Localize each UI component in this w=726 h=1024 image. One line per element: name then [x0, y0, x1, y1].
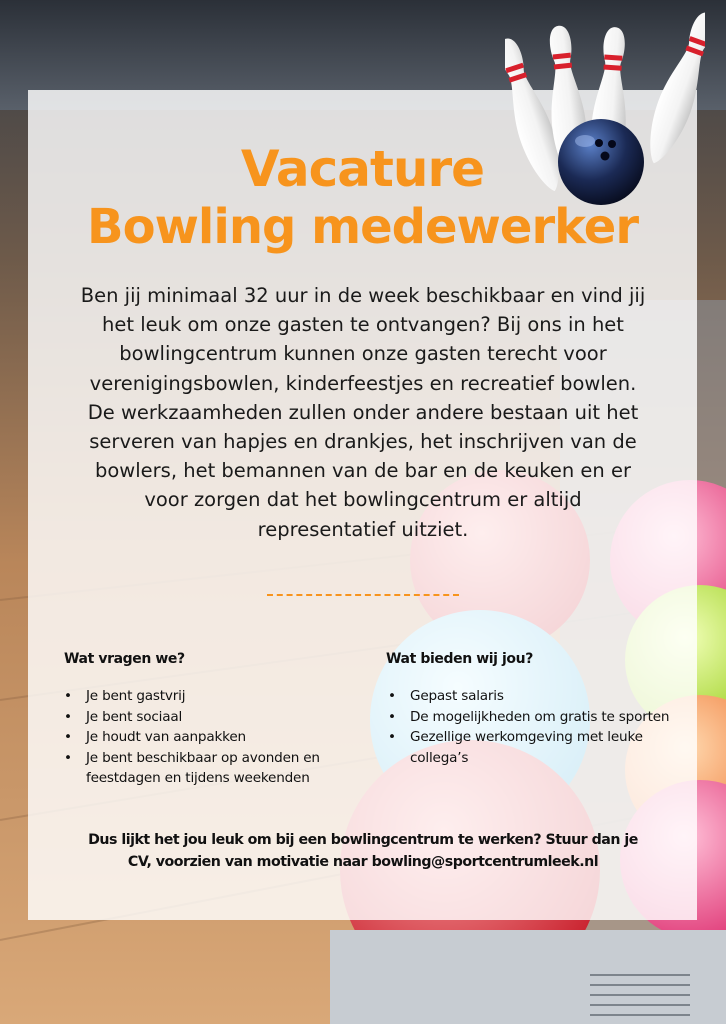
list-item: • Je bent sociaal	[64, 707, 364, 728]
requirements-heading: Wat vragen we?	[64, 651, 185, 667]
page-title: Vacature	[240, 140, 485, 198]
intro-paragraph: Ben jij minimaal 32 uur in de week beschikbaar en vind jij het leuk om onze gasten te ontvangen? Bij ons in het bowlingcentrum kunnen onze gasten terecht voor verenigingsbowlen, kinderfeestjes en recreatief bowlen. De werkzaamheden zullen onder andere bestaan uit het serveren van hapjes en drankjes, het inschrijven van de bowlers, het bemannen van de bar en de keuken en er voor zorgen dat het bowlingcentrum er altijd representatief uitziet.	[80, 284, 646, 541]
divider	[267, 594, 459, 596]
list-item: • Je houdt van aanpakken	[64, 727, 364, 748]
list-item: • De mogelijkheden om gratis te sporten	[388, 707, 698, 728]
list-item: • Je bent gastvrij	[64, 686, 364, 707]
call-to-action: Dus lijkt het jou leuk om bij een bowlingcentrum te werken? Stuur dan je CV, voorzien van motivatie naar bowling@sportcentrumleek.nl	[88, 832, 638, 870]
page-subtitle: Bowling medewerker	[87, 199, 638, 255]
list-item: • Je bent beschikbaar op avonden en feestdagen en tijdens weekenden	[64, 748, 364, 789]
list-item: • Gepast salaris	[388, 686, 698, 707]
list-item: • Gezellige werkomgeving met leuke collega’s	[388, 727, 698, 768]
requirements-list	[64, 686, 364, 789]
offer-heading: Wat bieden wij jou?	[386, 651, 533, 667]
offer-list	[388, 686, 698, 768]
